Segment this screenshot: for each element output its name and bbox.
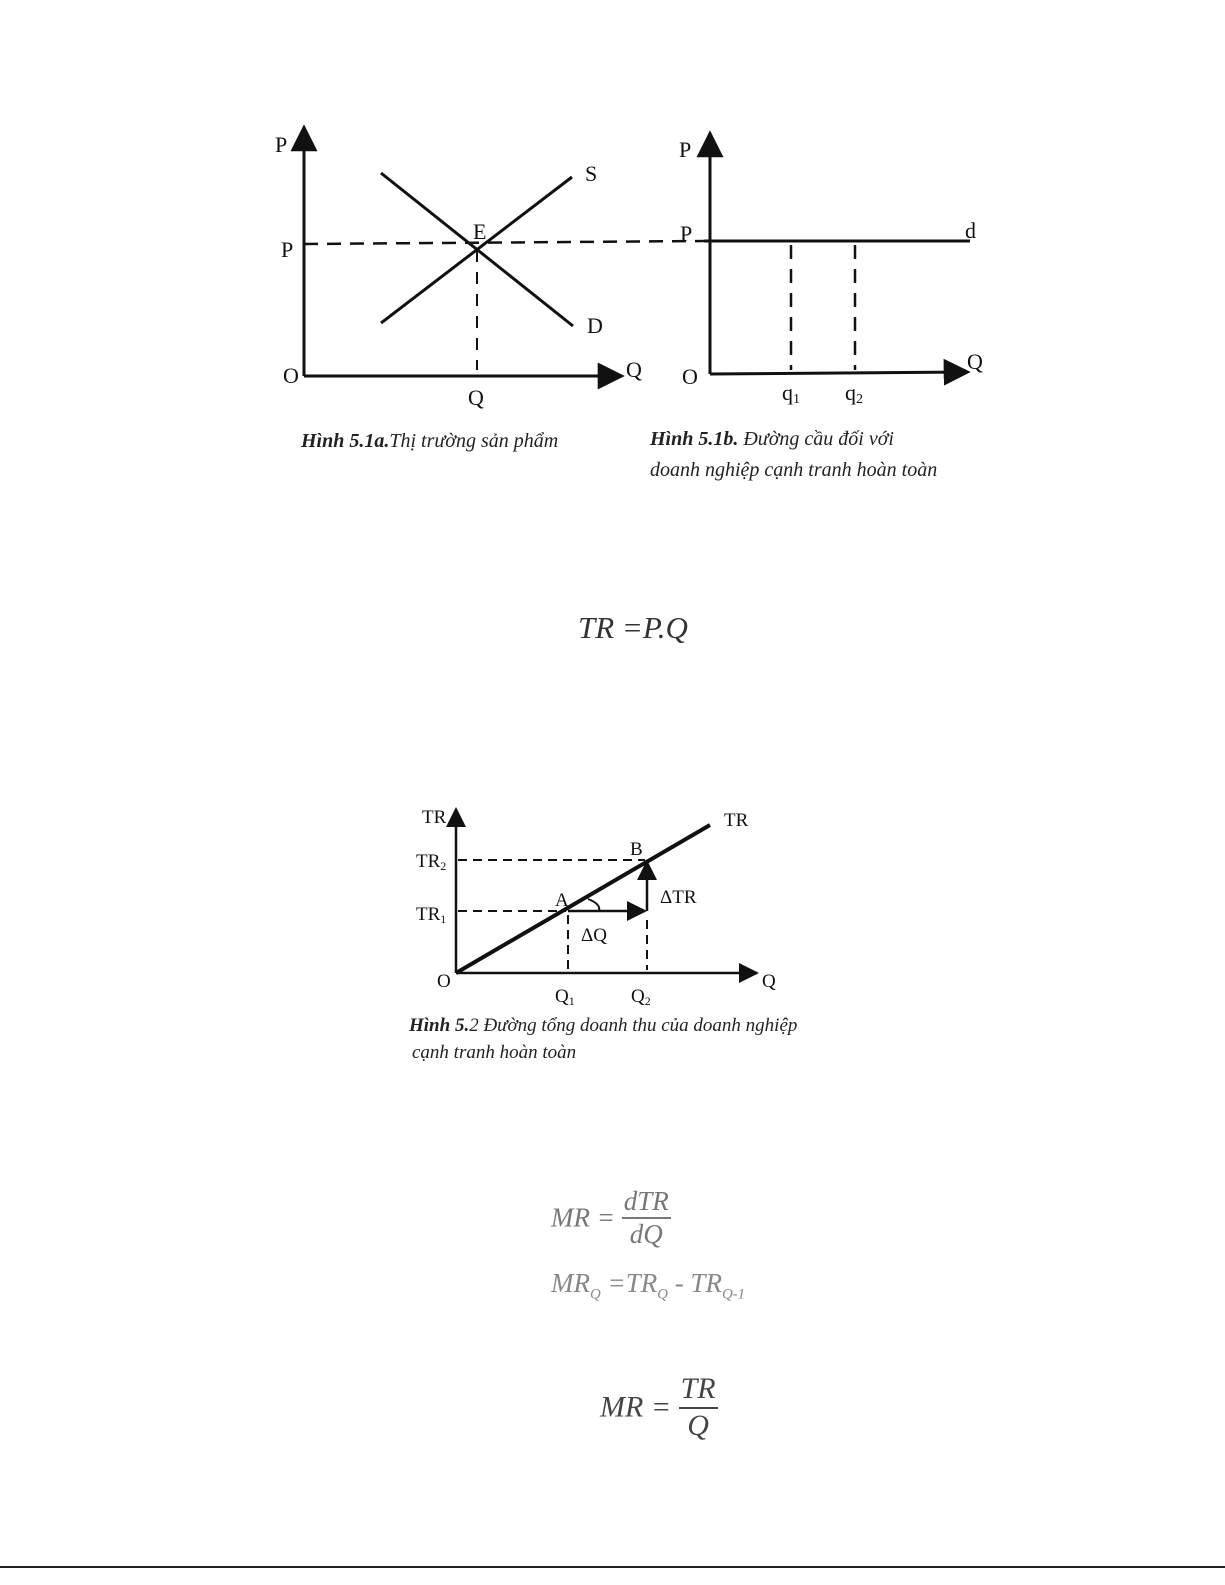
fig1b-y-label: P <box>679 137 692 162</box>
delta-tr-label: ΔTR <box>660 887 697 908</box>
equation-mr-derivative: MR = $\frac{\text{dTR}}{dQ}$ <box>551 1186 669 1250</box>
mr-ratio-fraction: $\frac{TR}{Q}$ <box>680 1372 716 1442</box>
q2-label: Q2 <box>631 986 651 1008</box>
fig1b-x-axis <box>710 372 968 374</box>
delta-q-label: ΔQ <box>581 925 607 946</box>
equation-tr: TR =P.Q <box>578 610 688 645</box>
point-a-label: A <box>555 890 569 911</box>
fig1a-price-label: P <box>281 237 294 262</box>
fig1b-q1-label: q1 <box>782 380 800 407</box>
slope-angle-arc <box>588 899 599 911</box>
q1-label: Q1 <box>555 986 575 1008</box>
fig1b-origin-label: O <box>682 364 698 389</box>
fig1a-origin-label: O <box>283 363 299 388</box>
figure-5-1 <box>0 0 1225 420</box>
fig1a-demand-label: D <box>587 313 603 338</box>
fig2-y-label: TR <box>422 807 447 828</box>
tr1-label: TR1 <box>416 904 447 926</box>
equation-mr-ratio: MR = $\frac{TR}{Q}$ <box>600 1372 716 1442</box>
fig1b-price-label: P <box>680 221 693 246</box>
fig1b-q2-label: q2 <box>845 380 863 407</box>
equation-mr-discrete: $MR_Q =TR_Q - TR_{Q-1}$ <box>551 1268 746 1303</box>
point-b-label: B <box>630 839 643 860</box>
figure-5-2 <box>0 800 1225 1020</box>
fig1a-eq-point-label: E <box>473 219 487 244</box>
fig1b-demand-label: d <box>965 218 976 243</box>
fig1a-supply-label: S <box>585 161 598 186</box>
fig1a-y-label: P <box>275 132 288 157</box>
fig1b-caption: Hình 5.1b. Đường cầu đối với doanh nghiệp cạnh tranh hoàn toàn <box>650 428 938 481</box>
price-dashed-line <box>304 241 704 244</box>
page-bottom-rule <box>0 1566 1225 1568</box>
fig1a-x-label: Q <box>626 357 642 382</box>
fig2-line-label: TR <box>724 810 749 831</box>
fig2-x-label: Q <box>762 971 776 992</box>
fig1a-caption: Hình 5.1a.Thị trường sản phẩm <box>301 430 559 452</box>
fig1b-x-label: Q <box>967 349 983 374</box>
fig2-caption: Hình 5.2 Đường tổng doanh thu của doanh nghiệp cạnh tranh hoàn toàn <box>409 1015 798 1063</box>
fig1a-q-label: Q <box>468 385 484 410</box>
mr-derivative-fraction: $\frac{\text{dTR}}{dQ}$ <box>623 1186 669 1250</box>
tr2-label: TR2 <box>416 851 447 873</box>
fig2-origin-label: O <box>437 971 451 992</box>
